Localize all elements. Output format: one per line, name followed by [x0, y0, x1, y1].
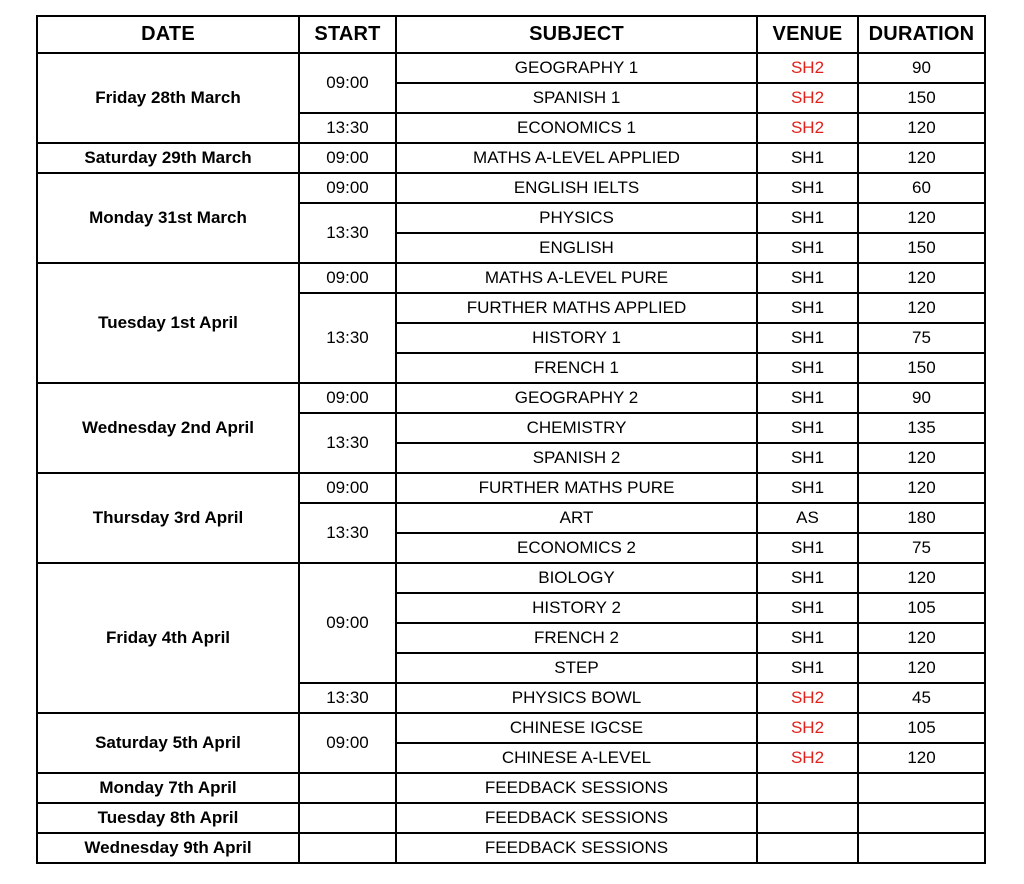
venue-cell: SH1	[757, 323, 858, 353]
exam-row	[37, 473, 985, 503]
date-cell: Saturday 5th April	[37, 713, 299, 773]
duration-cell: 120	[858, 743, 985, 773]
subject-cell: FEEDBACK SESSIONS	[396, 803, 757, 833]
venue-cell: AS	[757, 503, 858, 533]
duration-cell: 120	[858, 113, 985, 143]
duration-cell	[858, 833, 985, 863]
venue-cell: SH1	[757, 413, 858, 443]
subject-cell: GEOGRAPHY 2	[396, 383, 757, 413]
exam-row	[37, 563, 985, 593]
subject-cell: MATHS A-LEVEL APPLIED	[396, 143, 757, 173]
date-cell: Monday 7th April	[37, 773, 299, 803]
venue-cell	[757, 803, 858, 833]
subject-cell: CHEMISTRY	[396, 413, 757, 443]
venue-cell	[757, 773, 858, 803]
start-time-cell: 09:00	[299, 143, 396, 173]
venue-cell: SH1	[757, 233, 858, 263]
subject-cell: ENGLISH	[396, 233, 757, 263]
header-duration: DURATION	[858, 16, 985, 53]
duration-cell: 120	[858, 623, 985, 653]
timetable-header	[37, 16, 985, 53]
start-time-cell: 09:00	[299, 53, 396, 113]
start-time-cell: 09:00	[299, 263, 396, 293]
duration-cell: 120	[858, 563, 985, 593]
subject-cell: PHYSICS BOWL	[396, 683, 757, 713]
duration-cell: 150	[858, 233, 985, 263]
duration-cell: 120	[858, 653, 985, 683]
start-time-cell: 13:30	[299, 683, 396, 713]
exam-row	[37, 263, 985, 293]
duration-cell: 120	[858, 473, 985, 503]
duration-cell: 120	[858, 263, 985, 293]
date-cell: Saturday 29th March	[37, 143, 299, 173]
venue-cell: SH1	[757, 203, 858, 233]
venue-cell: SH2	[757, 53, 858, 83]
date-cell: Friday 4th April	[37, 563, 299, 713]
exam-row	[37, 803, 985, 833]
subject-cell: SPANISH 2	[396, 443, 757, 473]
duration-cell	[858, 803, 985, 833]
exam-row	[37, 773, 985, 803]
subject-cell: ART	[396, 503, 757, 533]
duration-cell: 60	[858, 173, 985, 203]
subject-cell: BIOLOGY	[396, 563, 757, 593]
start-time-cell: 13:30	[299, 203, 396, 263]
venue-cell: SH1	[757, 293, 858, 323]
exam-row	[37, 833, 985, 863]
venue-cell	[757, 833, 858, 863]
venue-cell: SH1	[757, 353, 858, 383]
subject-cell: GEOGRAPHY 1	[396, 53, 757, 83]
subject-cell: CHINESE A-LEVEL	[396, 743, 757, 773]
subject-cell: ECONOMICS 1	[396, 113, 757, 143]
duration-cell: 150	[858, 83, 985, 113]
date-cell: Friday 28th March	[37, 53, 299, 143]
date-cell: Wednesday 9th April	[37, 833, 299, 863]
duration-cell: 120	[858, 293, 985, 323]
venue-cell: SH1	[757, 623, 858, 653]
subject-cell: FEEDBACK SESSIONS	[396, 833, 757, 863]
date-cell: Wednesday 2nd April	[37, 383, 299, 473]
duration-cell: 90	[858, 53, 985, 83]
venue-cell: SH2	[757, 683, 858, 713]
subject-cell: MATHS A-LEVEL PURE	[396, 263, 757, 293]
venue-cell: SH1	[757, 593, 858, 623]
subject-cell: ECONOMICS 2	[396, 533, 757, 563]
start-time-cell: 13:30	[299, 113, 396, 143]
header-venue: VENUE	[757, 16, 858, 53]
subject-cell: HISTORY 1	[396, 323, 757, 353]
header-date: DATE	[37, 16, 299, 53]
start-time-cell	[299, 833, 396, 863]
date-cell: Tuesday 8th April	[37, 803, 299, 833]
venue-cell: SH2	[757, 83, 858, 113]
venue-cell: SH2	[757, 113, 858, 143]
header-subject: SUBJECT	[396, 16, 757, 53]
venue-cell: SH1	[757, 443, 858, 473]
subject-cell: HISTORY 2	[396, 593, 757, 623]
subject-cell: STEP	[396, 653, 757, 683]
duration-cell: 90	[858, 383, 985, 413]
start-time-cell: 09:00	[299, 473, 396, 503]
header-start: START	[299, 16, 396, 53]
duration-cell: 105	[858, 713, 985, 743]
header-row	[37, 16, 985, 53]
start-time-cell	[299, 773, 396, 803]
exam-row	[37, 173, 985, 203]
duration-cell: 45	[858, 683, 985, 713]
subject-cell: FRENCH 2	[396, 623, 757, 653]
subject-cell: FURTHER MATHS PURE	[396, 473, 757, 503]
venue-cell: SH1	[757, 383, 858, 413]
start-time-cell: 09:00	[299, 383, 396, 413]
venue-cell: SH2	[757, 743, 858, 773]
subject-cell: FEEDBACK SESSIONS	[396, 773, 757, 803]
exam-row	[37, 713, 985, 743]
exam-row	[37, 383, 985, 413]
duration-cell: 75	[858, 323, 985, 353]
subject-cell: PHYSICS	[396, 203, 757, 233]
date-cell: Tuesday 1st April	[37, 263, 299, 383]
duration-cell: 150	[858, 353, 985, 383]
duration-cell: 75	[858, 533, 985, 563]
venue-cell: SH1	[757, 173, 858, 203]
subject-cell: FRENCH 1	[396, 353, 757, 383]
duration-cell: 180	[858, 503, 985, 533]
date-cell: Monday 31st March	[37, 173, 299, 263]
venue-cell: SH1	[757, 143, 858, 173]
duration-cell: 120	[858, 143, 985, 173]
exam-row	[37, 53, 985, 83]
venue-cell: SH1	[757, 263, 858, 293]
subject-cell: SPANISH 1	[396, 83, 757, 113]
exam-row	[37, 143, 985, 173]
venue-cell: SH1	[757, 653, 858, 683]
start-time-cell: 13:30	[299, 293, 396, 383]
timetable-body	[37, 53, 985, 863]
venue-cell: SH1	[757, 473, 858, 503]
start-time-cell: 13:30	[299, 413, 396, 473]
start-time-cell: 09:00	[299, 563, 396, 683]
duration-cell: 135	[858, 413, 985, 443]
subject-cell: FURTHER MATHS APPLIED	[396, 293, 757, 323]
duration-cell: 120	[858, 443, 985, 473]
subject-cell: CHINESE IGCSE	[396, 713, 757, 743]
duration-cell: 105	[858, 593, 985, 623]
duration-cell	[858, 773, 985, 803]
venue-cell: SH1	[757, 533, 858, 563]
start-time-cell: 13:30	[299, 503, 396, 563]
subject-cell: ENGLISH IELTS	[396, 173, 757, 203]
date-cell: Thursday 3rd April	[37, 473, 299, 563]
start-time-cell: 09:00	[299, 713, 396, 773]
start-time-cell: 09:00	[299, 173, 396, 203]
exam-timetable	[36, 15, 986, 864]
duration-cell: 120	[858, 203, 985, 233]
start-time-cell	[299, 803, 396, 833]
venue-cell: SH2	[757, 713, 858, 743]
venue-cell: SH1	[757, 563, 858, 593]
